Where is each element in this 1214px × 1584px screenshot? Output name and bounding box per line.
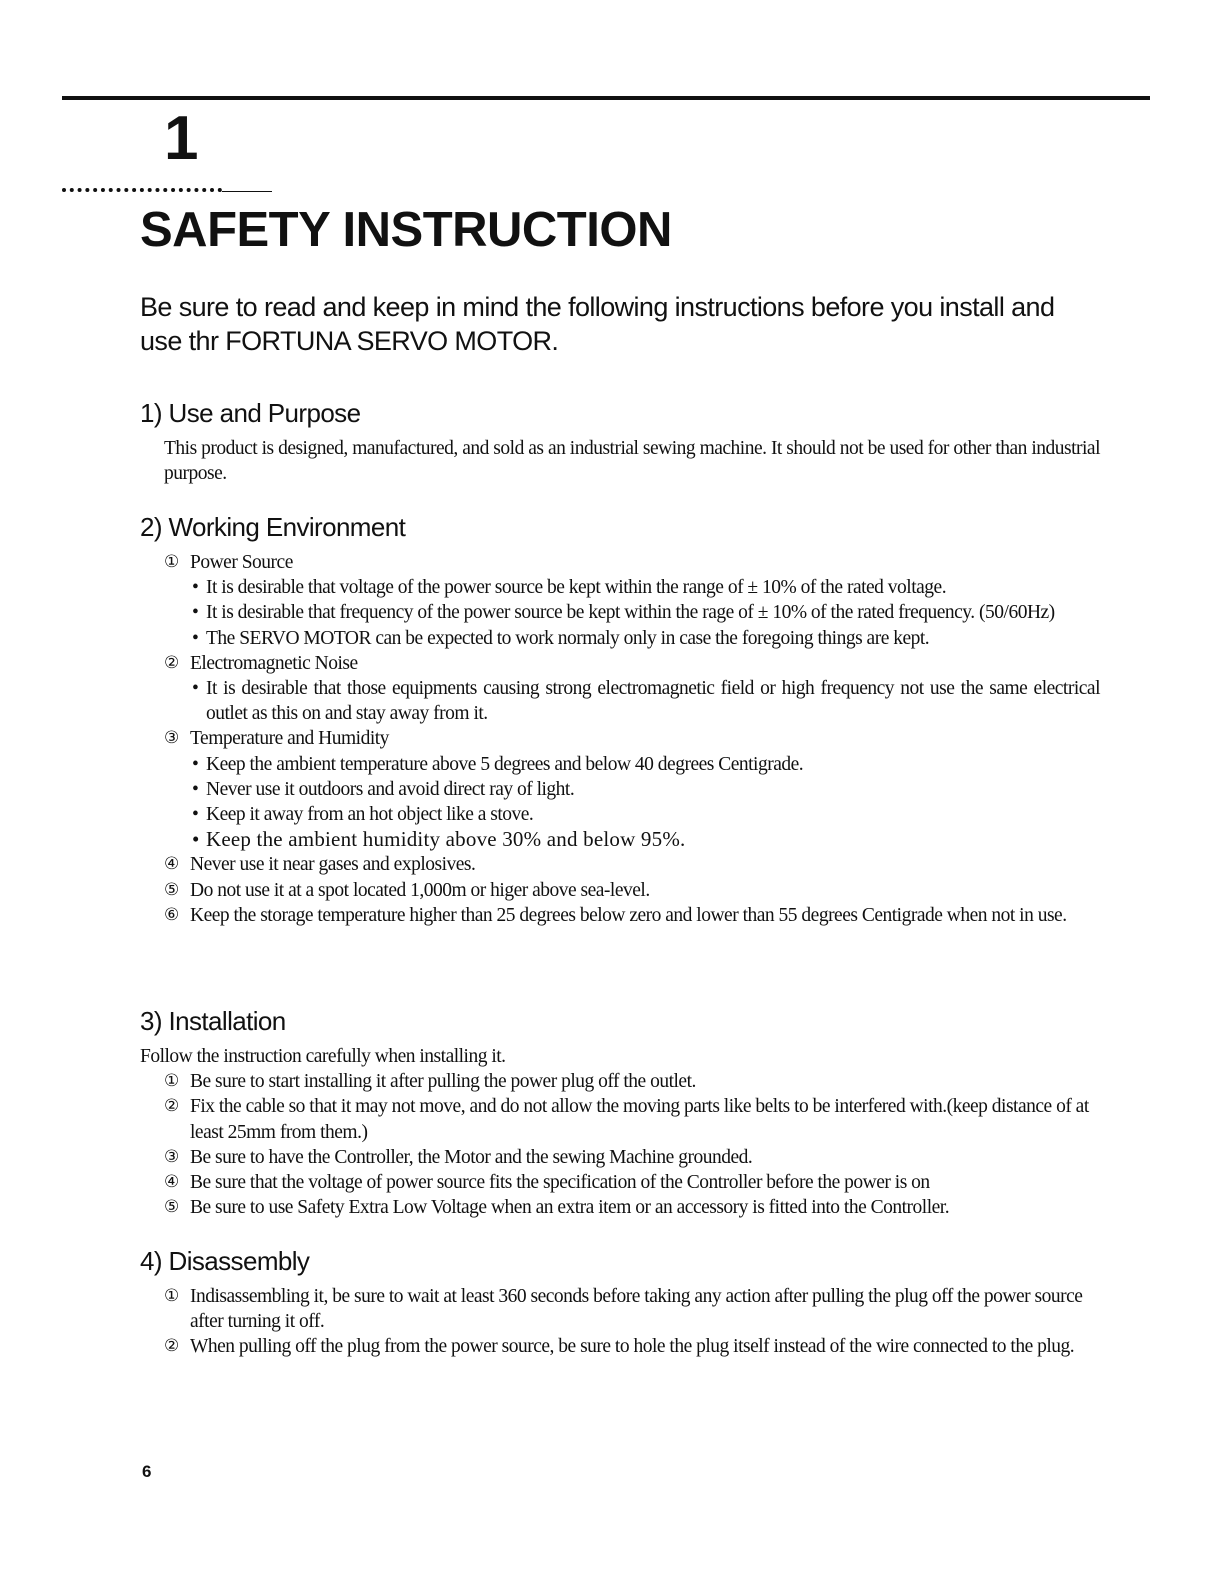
bullet-icon: •	[192, 827, 200, 852]
item-text: When pulling off the plug from the power source, be sure to hole the plug itself instead of the wire connected to the plug.	[190, 1336, 1075, 1358]
circled-number: ⑤	[164, 1197, 179, 1218]
list-item	[164, 726, 1100, 751]
circled-number: ①	[164, 1286, 179, 1306]
list-item	[164, 1284, 1100, 1334]
section-installation	[140, 1004, 1100, 1220]
list-item	[164, 1094, 1100, 1144]
bullet-text: Keep the ambient humidity above 30% and below 95%.	[206, 827, 686, 852]
item-text: Be sure that the voltage of power source fits the specification of the Controller before the power is on	[190, 1172, 930, 1194]
circled-number: ①	[164, 552, 179, 572]
list-item	[164, 651, 1100, 676]
section-heading: 1) Use and Purpose	[140, 398, 361, 428]
bullet-item	[190, 752, 1100, 777]
bullet-text: Never use it outdoors and avoid direct ray of light.	[206, 778, 575, 800]
item-text: Electromagnetic Noise	[190, 652, 358, 674]
bullet-text: It is desirable that those equipments causing strong electromagnetic field or high frequency not use the same electrical outlet as this on and stay away from it.	[206, 678, 1100, 725]
section-heading: 2) Working Environment	[140, 512, 406, 542]
bullet-text: It is desirable that frequency of the power source be kept within the rage of ± 10% of the rated frequency. (50/60Hz)	[206, 602, 1055, 624]
list-item	[164, 1145, 1100, 1170]
section-text: This product is designed, manufactured, and sold as an industrial sewing machine. It should not be used for other than industrial purpose.	[164, 438, 1100, 485]
bullet-item	[190, 626, 1100, 651]
item-text: Be sure to use Safety Extra Low Voltage when an extra item or an accessory is fitted into the Controller.	[190, 1197, 950, 1219]
item-text: Temperature and Humidity	[190, 728, 389, 750]
circled-number: ⑤	[164, 879, 179, 900]
bullet-icon: •	[192, 778, 199, 800]
list-item	[164, 1170, 1100, 1195]
circled-number: ⑥	[164, 904, 179, 925]
bullet-text: The SERVO MOTOR can be expected to work normaly only in case the foregoing things are kept.	[206, 627, 930, 649]
circled-number: ②	[164, 652, 179, 673]
bullet-item	[190, 575, 1100, 600]
section-working-environment	[140, 510, 1100, 928]
bullet-item	[190, 676, 1100, 726]
chapter-number: 1	[164, 104, 199, 173]
circled-number: ③	[164, 728, 179, 749]
list-item	[164, 852, 1100, 877]
item-text: Keep the storage temperature higher than 25 degrees below zero and lower than 55 degrees Centigrade when not in use.	[190, 904, 1067, 926]
bullet-text: Keep it away from an hot object like a stove.	[206, 804, 534, 826]
section-lead: Follow the instruction carefully when installing it.	[140, 1046, 506, 1067]
bullet-icon: •	[192, 627, 199, 649]
circled-number: ④	[164, 1172, 179, 1193]
list-item	[164, 903, 1100, 928]
bullet-icon: •	[192, 753, 199, 775]
bullet-icon: •	[192, 602, 199, 624]
item-text: Be sure to start installing it after pulling the power plug off the outlet.	[190, 1071, 696, 1093]
circled-number: ③	[164, 1146, 179, 1167]
list-item	[164, 878, 1100, 903]
bullet-item	[190, 827, 1100, 852]
circled-number: ④	[164, 854, 179, 875]
dotted-rule	[62, 180, 272, 192]
page-title: SAFETY INSTRUCTION	[140, 203, 672, 257]
section-use-and-purpose	[140, 396, 1100, 486]
bullet-icon: •	[192, 678, 199, 700]
item-text: Power Source	[190, 552, 293, 573]
circled-number: ②	[164, 1336, 179, 1357]
item-text: Do not use it at a spot located 1,000m or higer above sea-level.	[190, 879, 650, 901]
section-heading: 4) Disassembly	[140, 1246, 310, 1276]
section-heading: 3) Installation	[140, 1006, 286, 1036]
item-text: Never use it near gases and explosives.	[190, 854, 476, 876]
bullet-text: Keep the ambient temperature above 5 degrees and below 40 degrees Centigrade.	[206, 753, 804, 775]
bullet-item	[190, 777, 1100, 802]
bullet-item	[190, 600, 1100, 625]
bullet-text: It is desirable that voltage of the power source be kept within the range of ± 10% of the rated voltage.	[206, 577, 947, 599]
circled-number: ①	[164, 1071, 179, 1092]
item-text: Be sure to have the Controller, the Motor and the sewing Machine grounded.	[190, 1146, 753, 1168]
intro-text: Be sure to read and keep in mind the following instructions before you install and use thr FORTUNA SERVO MOTOR.	[140, 292, 1055, 356]
section-disassembly	[140, 1244, 1100, 1360]
page-number: 6	[142, 1462, 152, 1481]
list-item	[164, 550, 1100, 575]
top-rule	[62, 96, 1150, 100]
circled-number: ②	[164, 1096, 179, 1117]
item-text: Indisassembling it, be sure to wait at least 360 seconds before taking any action after pulling the plug off the power source after turning it off.	[190, 1286, 1083, 1333]
list-item	[164, 1195, 1100, 1220]
item-text: Fix the cable so that it may not move, and do not allow the moving parts like belts to be interfered with.(keep distance of at least 25mm from them.)	[190, 1096, 1089, 1143]
bullet-item	[190, 802, 1100, 827]
bullet-icon: •	[192, 804, 199, 826]
list-item	[164, 1334, 1100, 1359]
list-item	[164, 1069, 1100, 1094]
bullet-icon: •	[192, 577, 199, 599]
